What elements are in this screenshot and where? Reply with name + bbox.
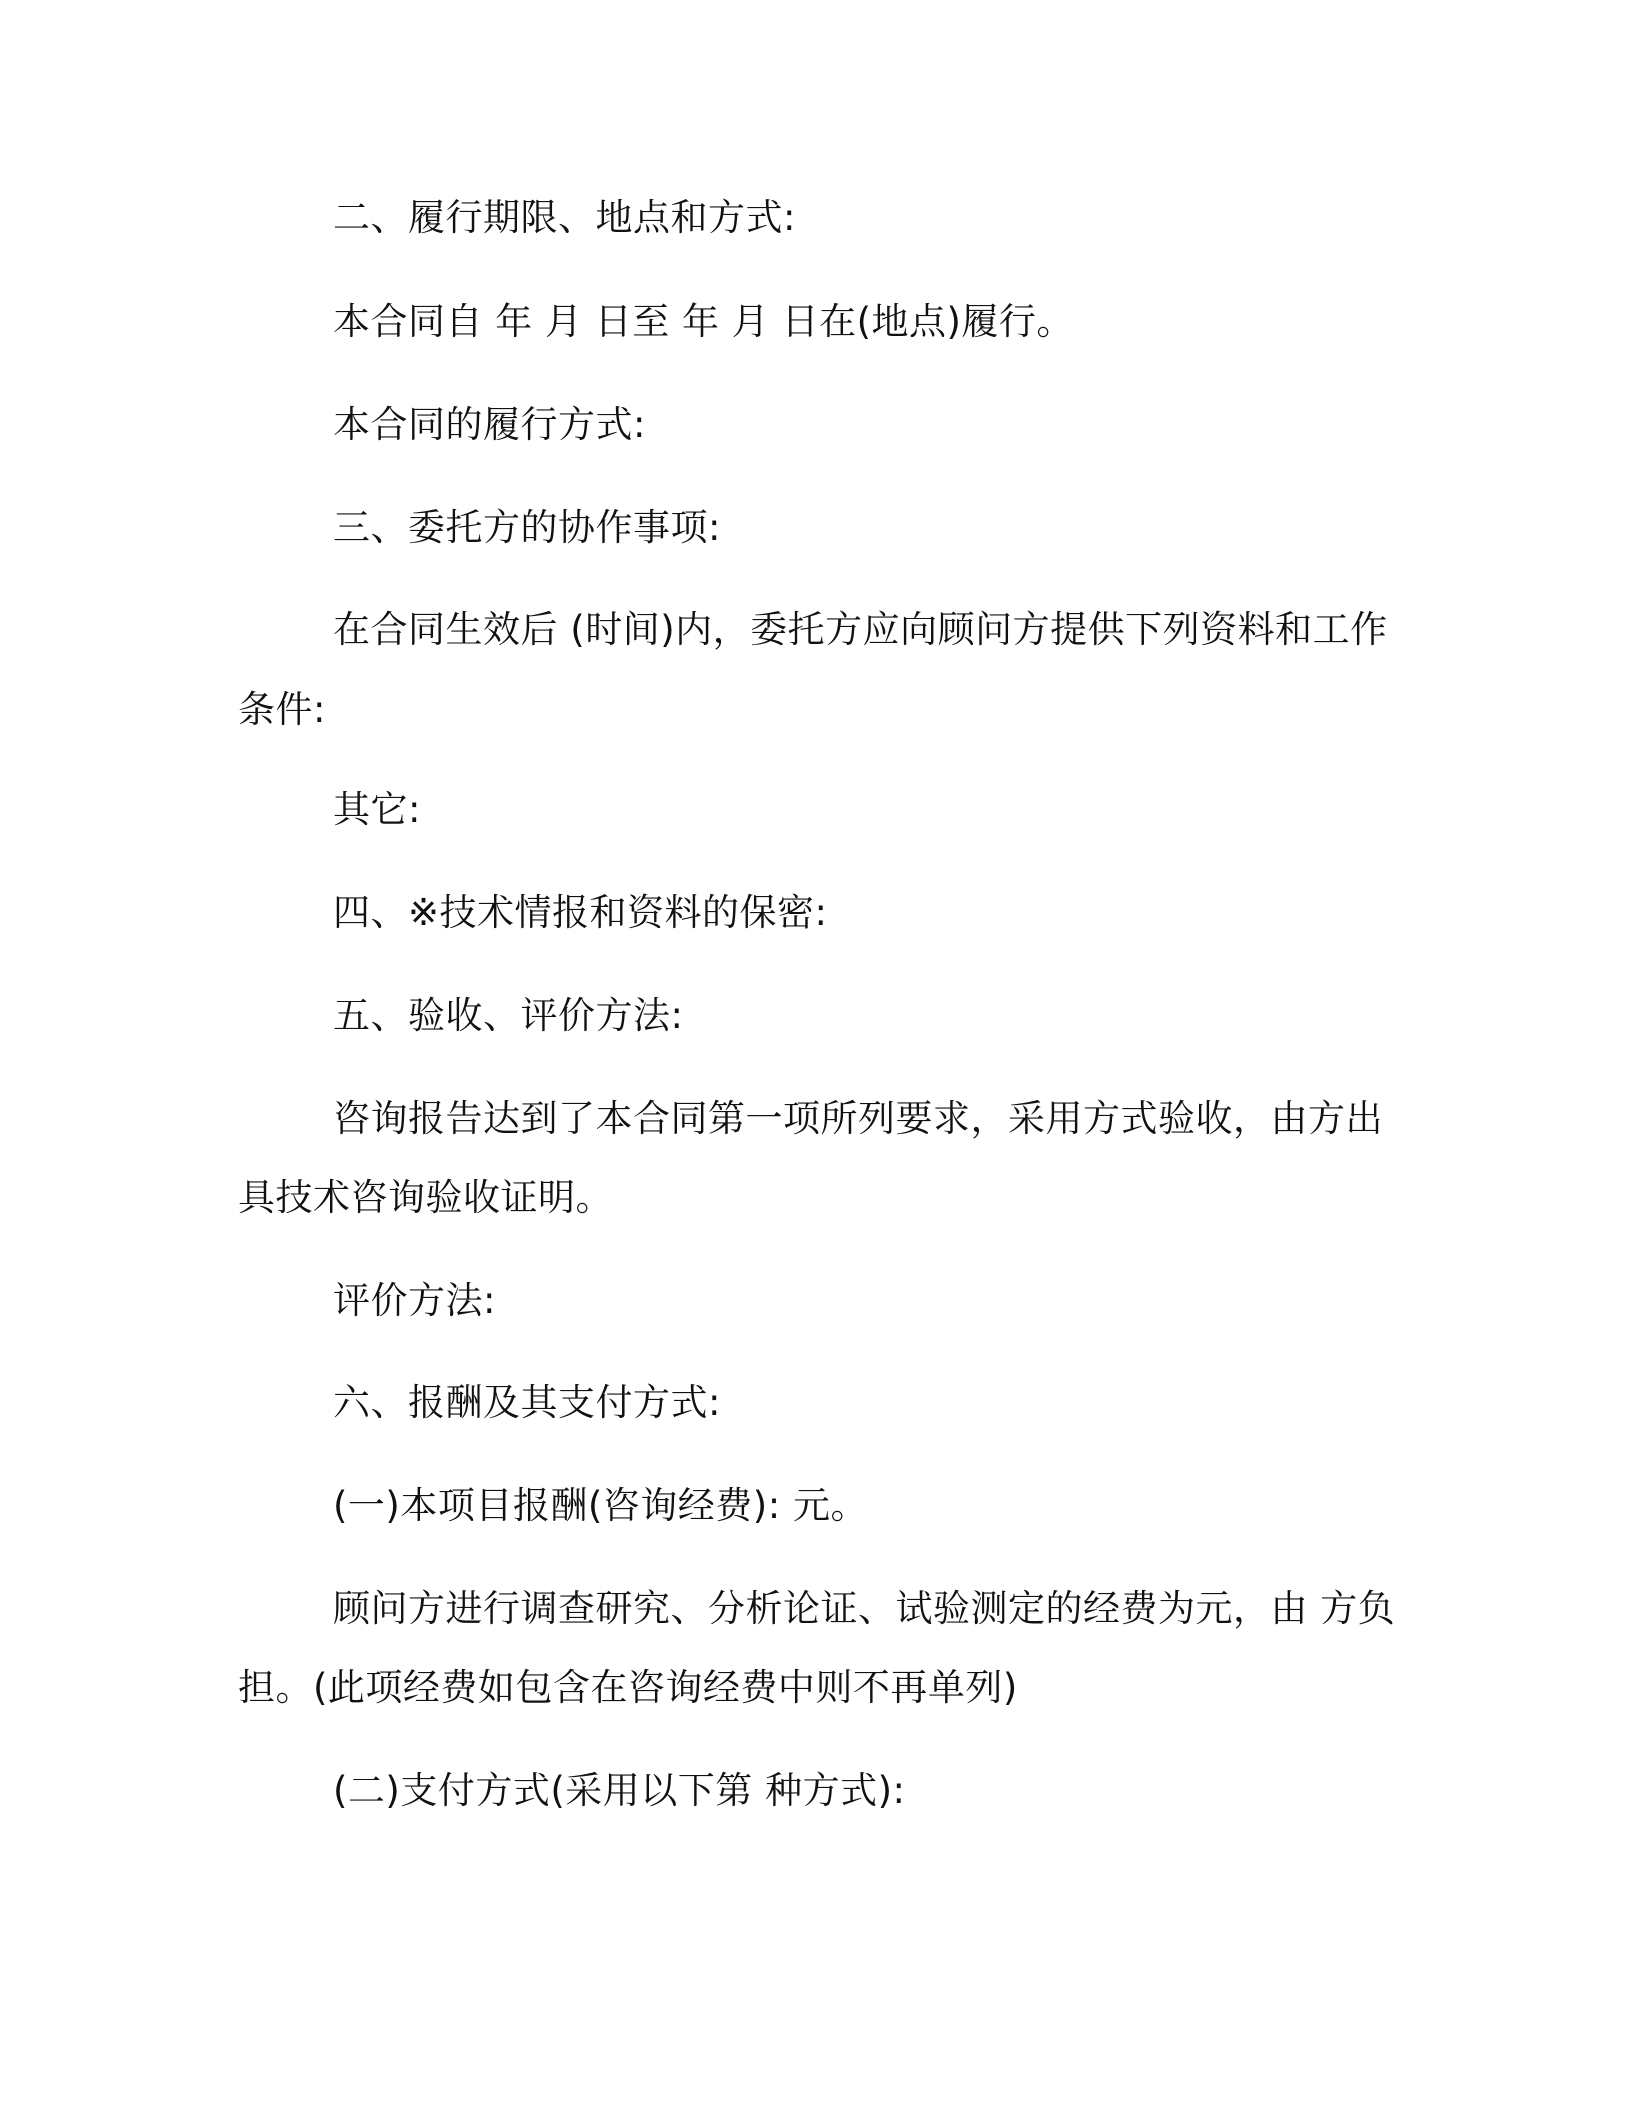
paragraph-performance-method: 本合同的履行方式: [333,403,646,446]
paragraph-materials-line2: 条件: [238,688,326,731]
paragraph-acceptance-line1: 咨询报告达到了本合同第一项所列要求，采用方式验收，由方出 [333,1097,1383,1140]
section-heading-5: 五、验收、评价方法: [333,994,684,1037]
paragraph-fee: (一)本项目报酬(咨询经费): 元。 [333,1484,868,1527]
paragraph-expense-line1: 顾问方进行调查研究、分析论证、试验测定的经费为元，由 方负 [333,1587,1396,1630]
paragraph-materials-line1: 在合同生效后 (时间)内，委托方应向顾问方提供下列资料和工作 [333,608,1388,651]
section-heading-2: 二、履行期限、地点和方式: [333,196,796,239]
paragraph-acceptance-line2: 具技术咨询验收证明。 [238,1176,613,1219]
paragraph-other: 其它: [333,788,421,831]
section-heading-4: 四、※技术情报和资料的保密: [333,891,828,934]
paragraph-term-period: 本合同自 年 月 日至 年 月 日在(地点)履行。 [333,300,1074,343]
paragraph-payment-method: (二)支付方式(采用以下第 种方式): [333,1769,906,1812]
section-heading-6: 六、报酬及其支付方式: [333,1381,721,1424]
paragraph-expense-line2: 担。(此项经费如包含在咨询经费中则不再单列) [238,1666,1018,1709]
paragraph-evaluation-method: 评价方法: [333,1279,496,1322]
section-heading-3: 三、委托方的协作事项: [333,506,721,549]
